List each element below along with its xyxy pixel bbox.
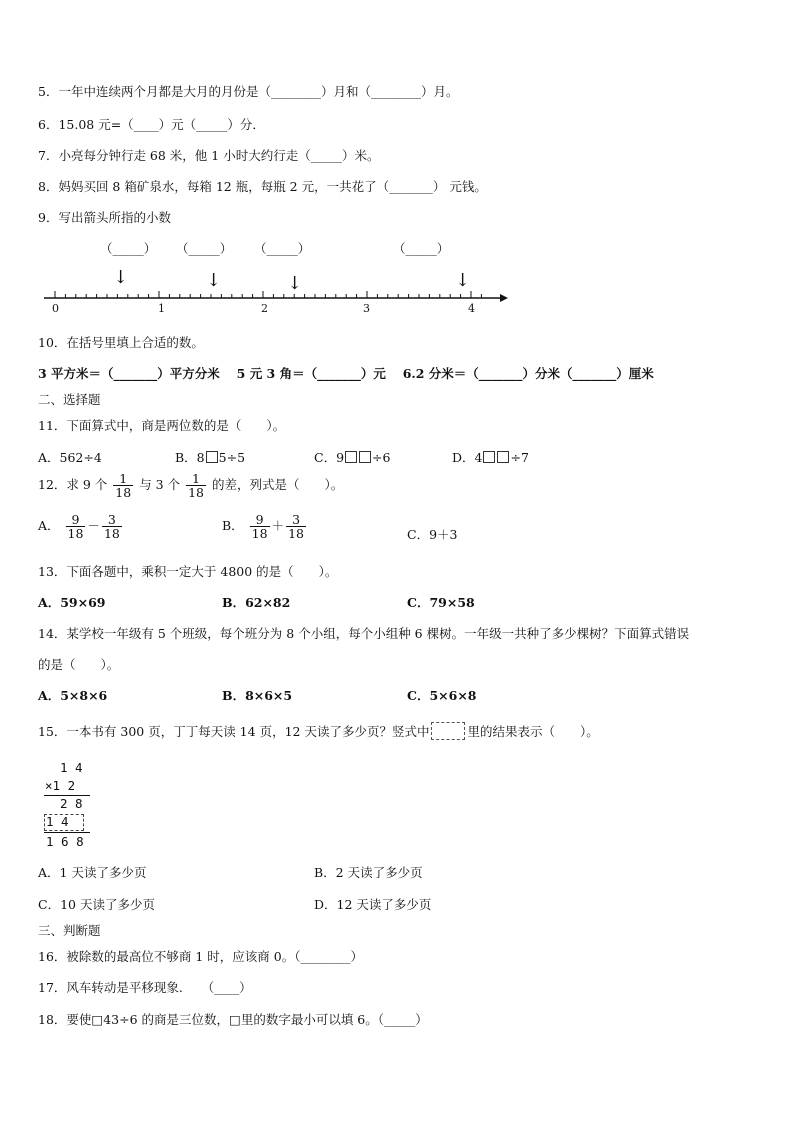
calc-row-4: 1 4 xyxy=(46,814,69,829)
calc-row-2: ×1 2 xyxy=(45,778,76,793)
question-9: 9．写出箭头所指的小数 xyxy=(38,210,171,225)
blank-box-icon xyxy=(483,451,495,463)
tick-label-2: 2 xyxy=(261,302,268,315)
calc-line-2 xyxy=(44,832,90,833)
q11-option-a: A．562÷4 xyxy=(38,450,102,465)
question-5: 5．一年中连续两个月都是大月的月份是（________）月和（________）月。 xyxy=(38,84,459,99)
arrow-down-icon-2: ↓ xyxy=(206,270,222,291)
section-judge-heading: 三、判断题 xyxy=(38,923,101,938)
calc-row-3: 2 8 xyxy=(60,796,83,811)
arrow-down-icon-1: ↓ xyxy=(113,267,129,288)
tick-label-1: 1 xyxy=(158,302,165,315)
question-13: 13．下面各题中，乘积一定大于 4800 的是（ ）。 xyxy=(38,564,338,579)
arrow-down-icon-4: ↓ xyxy=(455,270,471,291)
question-10: 10．在括号里填上合适的数。 xyxy=(38,335,204,350)
question-8: 8．妈妈买回 8 箱矿泉水，每箱 12 瓶，每瓶 2 元，一共花了（_______） 元钱。 xyxy=(38,179,487,194)
axis-arrow-icon xyxy=(500,294,508,302)
question-14-line-1: 14．某学校一年级有 5 个班级，每个班分为 8 个小组，每个小组种 6 棵树。一年级一共种了多少棵树？下面算式错误 xyxy=(38,626,690,641)
fraction: $\frac{1}{18}$ xyxy=(115,471,132,501)
arrow-down-icon-3: ↓ xyxy=(287,273,303,294)
answer-blank-2: （_____） xyxy=(176,241,233,256)
q15-option-b: B．2 天读了多少页 xyxy=(314,865,423,880)
q12-option-a: A． $\frac{9}{18}$ － $\frac{3}{18}$ xyxy=(38,512,120,542)
question-16: 16．被除数的最高位不够商 1 时，应该商 0。（________） xyxy=(38,949,363,964)
question-15: 15．一本书有 300 页，丁丁每天读 14 页，12 天读了多少页？竖式中 里的结果表示（ ）。 xyxy=(38,724,599,739)
q11-option-c: C．9 ÷6 xyxy=(314,450,391,465)
number-line xyxy=(40,288,510,308)
tick-label-4: 4 xyxy=(468,302,475,315)
section-choice-heading: 二、选择题 xyxy=(38,392,101,407)
q12-option-b: B． $\frac{9}{18}$ ＋ $\frac{3}{18}$ xyxy=(222,512,304,542)
dashed-box-icon xyxy=(431,722,465,740)
tick-label-0: 0 xyxy=(52,302,59,315)
q12-option-c: C．9＋3 xyxy=(407,527,458,542)
answer-blank-4: （_____） xyxy=(393,241,450,256)
blank-box-icon xyxy=(497,451,509,463)
q11-option-d: D．4 ÷7 xyxy=(452,450,529,465)
q15-option-c: C．10 天读了多少页 xyxy=(38,897,155,912)
question-12: 12．求 9 个 $\frac{1}{18}$ 与 3 个 $\frac{1}{18}$ 的差，列式是（ ）。 xyxy=(38,471,344,501)
tick-label-3: 3 xyxy=(363,302,370,315)
question-17: 17．风车转动是平移现象. （____） xyxy=(38,980,252,995)
question-18: 18．要使□43÷6 的商是三位数，□里的数字最小可以填 6。（_____） xyxy=(38,1012,428,1027)
q14-option-a: A．5×8×6 xyxy=(38,688,108,703)
blank-box-icon xyxy=(206,451,218,463)
answer-blank-3: （_____） xyxy=(254,241,311,256)
calc-row-1: 1 4 xyxy=(60,760,83,775)
q11-option-b: B．8 5÷5 xyxy=(175,450,246,465)
blank-box-icon xyxy=(359,451,371,463)
question-11: 11．下面算式中，商是两位数的是（ ）。 xyxy=(38,418,286,433)
question-10-line: 3 平方米＝（_______）平方分米 5 元 3 角＝（_______）元 6.2 分米＝（_______）分米（_______）厘米 xyxy=(38,366,654,381)
question-14-line-2: 的是（ ）。 xyxy=(38,657,120,672)
q14-option-b: B．8×6×5 xyxy=(222,688,293,703)
q13-option-c: C．79×58 xyxy=(407,595,475,610)
answer-blank-1: （_____） xyxy=(100,241,157,256)
blank-box-icon xyxy=(345,451,357,463)
q13-option-a: A．59×69 xyxy=(38,595,106,610)
q15-option-d: D．12 天读了多少页 xyxy=(314,897,432,912)
fraction: $\frac{1}{18}$ xyxy=(188,471,204,501)
q14-option-c: C．5×6×8 xyxy=(407,688,477,703)
question-6: 6．15.08 元=（____）元（_____）分． xyxy=(38,117,265,132)
q15-option-a: A．1 天读了多少页 xyxy=(38,865,147,880)
q13-option-b: B．62×82 xyxy=(222,595,291,610)
question-7: 7．小亮每分钟行走 68 米，他 1 小时大约行走（_____）米。 xyxy=(38,148,380,163)
calc-row-5: 1 6 8 xyxy=(46,834,84,849)
